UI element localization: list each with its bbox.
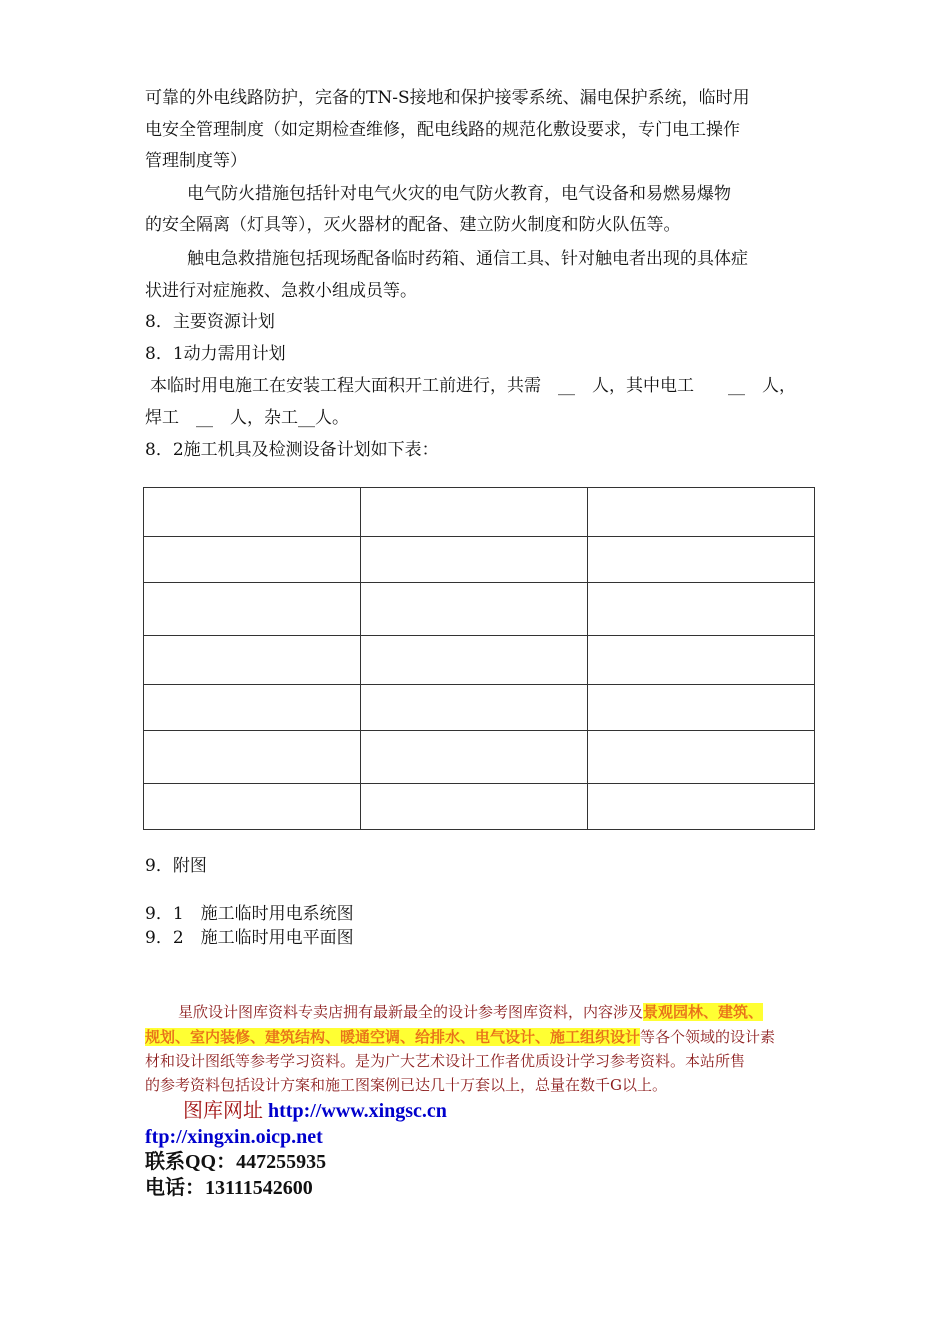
site-label: 图库网址 (183, 1100, 263, 1122)
paragraph-line: 焊工 __ 人，杂工__人。 (145, 408, 349, 428)
table-cell (361, 784, 587, 830)
site-url-link[interactable]: http://www.xingsc.cn (268, 1100, 447, 1122)
paragraph-line: 的安全隔离（灯具等），灭火器材的配备、建立防火制度和防火队伍等。 (145, 215, 681, 235)
ad-line: 的参考资料包括设计方案和施工图案例已达几十万套以上，总量在数千G以上。 (145, 1076, 667, 1094)
paragraph-line: 电气防火措施包括针对电气火灾的电气防火教育，电气设备和易燃易爆物 (187, 184, 731, 204)
section-heading-8-2: 8．2施工机具及检测设备计划如下表： (145, 440, 439, 460)
table-cell (361, 636, 587, 685)
table-row (144, 731, 815, 784)
section-heading-8-1: 8．1动力需用计划 (145, 344, 286, 364)
table-cell (361, 731, 587, 784)
table-cell (144, 636, 361, 685)
table-cell (361, 583, 587, 636)
ad-line (145, 1025, 775, 1049)
ad-highlight: 规划、室内装修、建筑结构、暖通空调、给排水、电气设计、施工组织设计 (145, 1028, 641, 1046)
table-cell (144, 488, 361, 537)
table-cell (587, 488, 814, 537)
table-cell (587, 685, 814, 731)
table-cell (361, 488, 587, 537)
table-cell (361, 537, 587, 583)
table-row (144, 784, 815, 830)
phone-number: 13111542600 (205, 1177, 313, 1199)
table-cell (587, 636, 814, 685)
table-cell (144, 731, 361, 784)
paragraph-line: 可靠的外电线路防护，完备的TN-S接地和保护接零系统、漏电保护系统，临时用 (145, 88, 750, 108)
equipment-table (143, 487, 815, 830)
paragraph-line: 状进行对症施救、急救小组成员等。 (145, 281, 417, 301)
ftp-link[interactable]: ftp://xingxin.oicp.net (145, 1126, 323, 1148)
table-cell (144, 784, 361, 830)
section-heading-9-1: 9．1 施工临时用电系统图 (145, 904, 354, 924)
table-cell (587, 731, 814, 784)
section-heading-8: 8．主要资源计划 (145, 312, 275, 332)
site-line (183, 1099, 447, 1123)
paragraph-line: 触电急救措施包括现场配备临时药箱、通信工具、针对触电者出现的具体症 (187, 249, 748, 269)
table-row (144, 583, 815, 636)
table-cell (587, 784, 814, 830)
qq-label: 联系QQ： (145, 1151, 237, 1173)
paragraph-line: 本临时用电施工在安装工程大面积开工前进行，共需 __ 人，其中电工 __ 人， (150, 376, 796, 396)
ad-line: 材和设计图纸等参考学习资料。是为广大艺术设计工作者优质设计学习参考资料。本站所售 (145, 1052, 746, 1070)
table-cell (144, 685, 361, 731)
phone-line (145, 1176, 313, 1200)
ad-highlight: 景观园林、建筑、 (643, 1003, 764, 1021)
ad-text: 等各个领域的设计素 (640, 1028, 776, 1046)
qq-line (145, 1150, 326, 1174)
section-heading-9-2: 9．2 施工临时用电平面图 (145, 928, 354, 948)
table-cell (587, 537, 814, 583)
table-cell (144, 583, 361, 636)
table-row (144, 537, 815, 583)
table-cell (361, 685, 587, 731)
section-heading-9: 9．附图 (145, 856, 207, 876)
qq-number: 447255935 (236, 1151, 327, 1173)
ad-line (178, 1000, 763, 1024)
phone-label: 电话： (145, 1177, 205, 1199)
table-row (144, 685, 815, 731)
paragraph-line: 电安全管理制度（如定期检查维修，配电线路的规范化敷设要求，专门电工操作 (145, 120, 740, 140)
table-row (144, 636, 815, 685)
table-cell (144, 537, 361, 583)
ad-text: 星欣设计图库资料专卖店拥有最新最全的设计参考图库资料，内容涉及 (178, 1003, 644, 1021)
table-row (144, 488, 815, 537)
table-cell (587, 583, 814, 636)
paragraph-line: 管理制度等） (145, 151, 247, 171)
